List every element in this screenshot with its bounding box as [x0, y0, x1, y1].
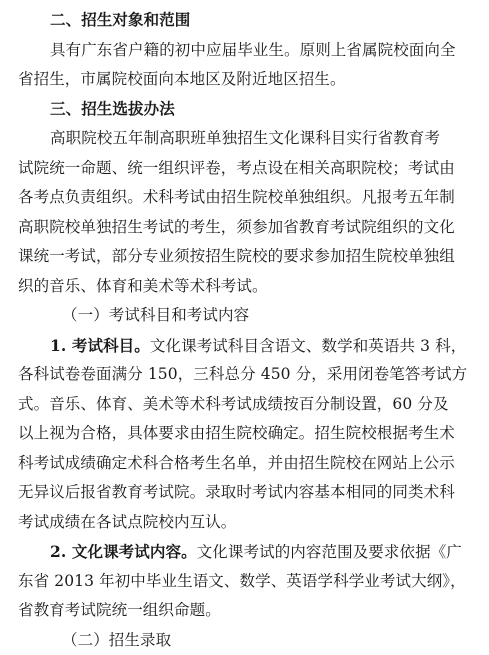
paragraph-line: 以上视为合格，具体要求由招生院校确定。招生院校根据考生术	[18, 419, 471, 449]
paragraph-line: 省招生，市属院校面向本地区及附近地区招生。	[18, 65, 471, 95]
paragraph-line: 高职院校五年制高职班单独招生文化课科目实行省教育考	[18, 124, 471, 154]
paragraph-line: 各考点负责组织。术科考试由招生院校单独组织。凡报考五年制	[18, 183, 471, 213]
paragraph-line: 各科试卷卷面满分 150，三科总分 450 分，采用闭卷笔答考试方	[18, 360, 471, 390]
subsection-heading: （一）考试科目和考试内容	[18, 301, 471, 331]
paragraph-line: 省教育考试院统一组织命题。	[18, 596, 471, 626]
section-heading: 二、招生对象和范围	[18, 6, 471, 36]
item-first-line	[18, 537, 471, 567]
item-text: 文化课考试的内容范围及要求依据《广	[197, 543, 462, 561]
paragraph-line: 无异议后报省教育考试院。录取时考试内容基本相同的同类术科	[18, 478, 471, 508]
paragraph-line: 东省 2013 年初中毕业生语文、数学、英语学科学业考试大纲》，	[18, 567, 471, 597]
paragraph-line: 织的音乐、体育和美术等术科考试。	[18, 272, 471, 302]
paragraph-line: 高职院校单独招生考试的考生，须参加省教育考试院组织的文化	[18, 213, 471, 243]
item-text: 文化课考试科目含语文、数学和英语共 3 科，	[150, 337, 466, 355]
paragraph-line: 具有广东省户籍的初中应届毕业生。原则上省属院校面向全	[18, 36, 471, 66]
paragraph-line: 试院统一命题、统一组织评卷，考点设在相关高职院校；考试由	[18, 154, 471, 184]
item-lead: 1. 考试科目。	[50, 336, 150, 355]
paragraph-line: 式。音乐、体育、美术等术科考试成绩按百分制设置，60 分及	[18, 390, 471, 420]
paragraph-line: 课统一考试，部分专业须按招生院校的要求参加招生院校单独组	[18, 242, 471, 272]
item-first-line	[18, 331, 471, 361]
subsection-heading: （二）招生录取	[18, 626, 471, 655]
paragraph-line: 科考试成绩确定术科合格考生名单，并由招生院校在网站上公示	[18, 449, 471, 479]
paragraph-line: 考试成绩在各试点院校内互认。	[18, 508, 471, 538]
item-lead: 2. 文化课考试内容。	[50, 542, 197, 561]
section-heading: 三、招生选拔办法	[18, 95, 471, 125]
